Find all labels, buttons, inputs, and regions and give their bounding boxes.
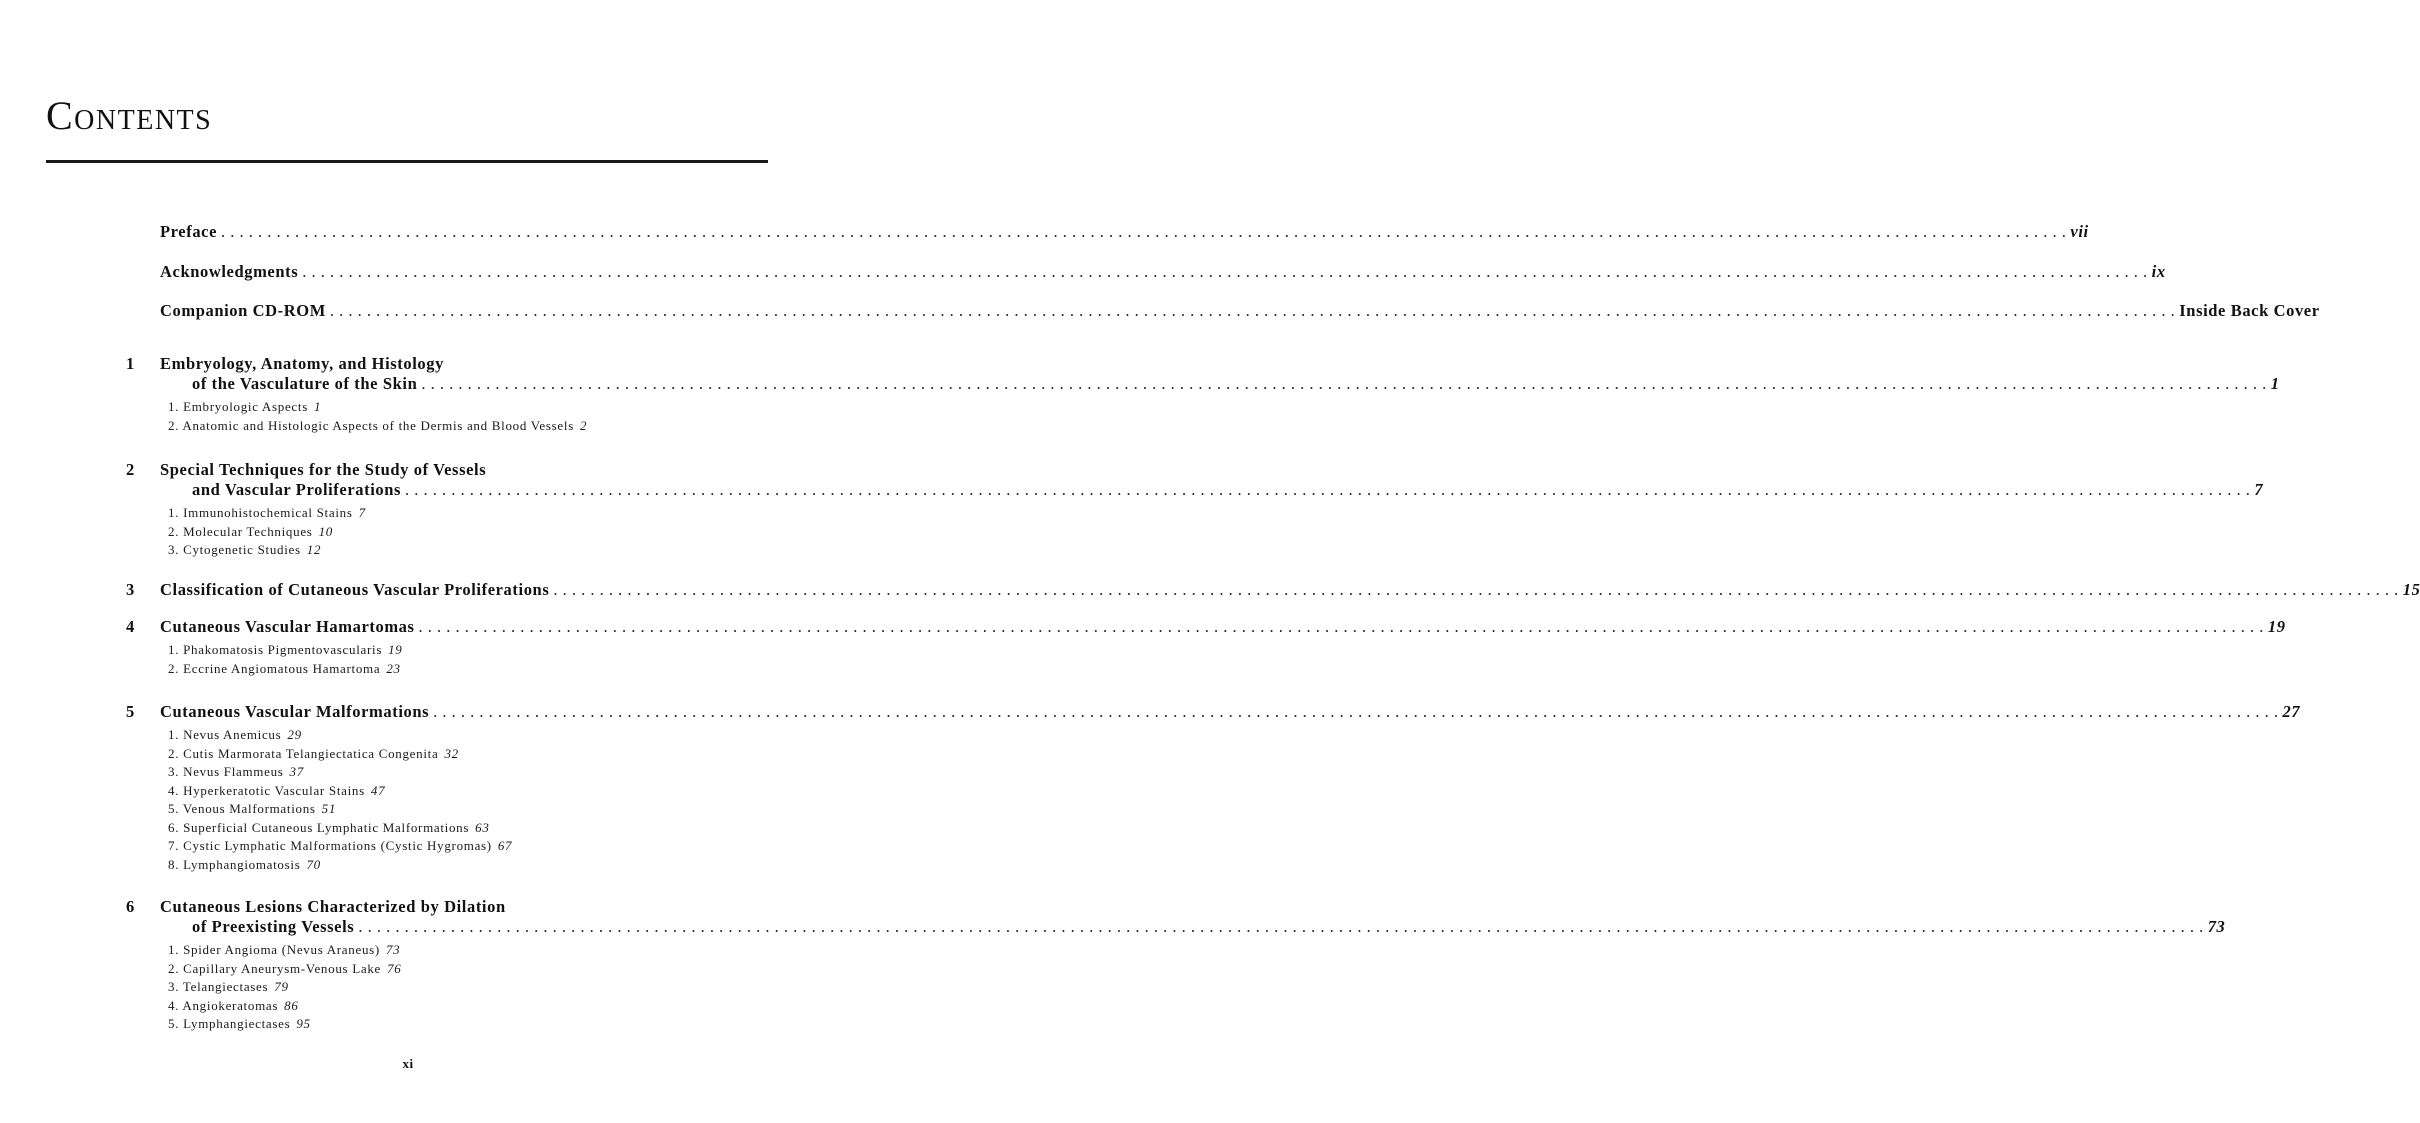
section-page: 7 — [358, 505, 366, 520]
toc-entry-companion-cd-rom[interactable] — [160, 301, 2320, 323]
chapter-page: 1 — [2270, 374, 2280, 393]
section-number: 6. — [168, 819, 184, 835]
section-title: Eccrine Angiomatous Hamartoma — [183, 660, 381, 676]
section-item[interactable] — [168, 726, 512, 745]
section-title: Spider Angioma (Nevus Araneus) — [183, 942, 380, 957]
section-number: 2. — [168, 745, 184, 761]
section-page: 47 — [370, 782, 386, 798]
section-list — [168, 941, 401, 1034]
chapter-title: Classification of Cutaneous Vascular Proliferations — [160, 580, 550, 599]
section-title: Lymphangiectases — [183, 1016, 291, 1031]
chapter-title-line[interactable] — [160, 580, 2420, 600]
section-title: Cystic Lymphatic Malformations (Cystic Hygromas) — [183, 838, 492, 853]
dot-leader: . . . . . . . . . . . . . . . . . . . . . . . . . . . . . . . . . . . . . . . . . . . . . . . . . . . . . . . . . . . . . . . . . . . . . . . . . . . . . . . . . . . . . . . . . . . . . . . . . . . . . . . . . . . . . . . . . . . . . . . . . . . . . . . . . . . . . . . . . . . . . . . . . . . . . . . . . . . . . . . . . . . . . . . . . . . . . . . . . . . . . . . . . . . . . . . . . . . . . . . . — [553, 580, 2399, 599]
section-title: Cytogenetic Studies — [183, 542, 301, 557]
chapter-page: 7 — [2254, 480, 2264, 499]
section-page: 73 — [385, 942, 401, 957]
section-title: Anatomic and Histologic Aspects of the Dermis and Blood Vessels — [182, 417, 574, 433]
section-item[interactable] — [168, 417, 587, 436]
section-title: Angiokeratomas — [182, 997, 279, 1013]
section-item[interactable] — [168, 541, 366, 560]
section-number: 1. — [168, 505, 184, 520]
chapter-title: Cutaneous Vascular Hamartomas — [160, 617, 415, 636]
section-number: 1. — [168, 399, 184, 414]
title-rule — [46, 160, 768, 163]
section-title: Nevus Flammeus — [183, 764, 284, 779]
chapter-title-line[interactable] — [192, 374, 2280, 394]
section-item[interactable] — [168, 978, 401, 997]
section-item[interactable] — [168, 523, 366, 542]
entry-title: Preface — [160, 222, 218, 241]
section-page: 95 — [296, 1016, 311, 1031]
section-title: Venous Malformations — [182, 801, 316, 816]
chapter-title-line[interactable] — [192, 917, 2226, 937]
page-title: Contents — [46, 93, 213, 138]
entry-page: vii — [2070, 222, 2089, 241]
chapter-page: 19 — [2267, 617, 2286, 636]
section-number: 1. — [168, 942, 184, 957]
section-number: 1. — [168, 642, 184, 657]
section-number: 3. — [168, 764, 184, 779]
chapter-title-line[interactable] — [160, 354, 772, 374]
chapter-title: Cutaneous Lesions Characterized by Dilation — [160, 897, 506, 916]
section-page: 51 — [321, 801, 337, 816]
section-number: 5. — [168, 801, 183, 816]
section-item[interactable] — [168, 1015, 401, 1034]
section-item[interactable] — [168, 856, 512, 875]
dot-leader: . . . . . . . . . . . . . . . . . . . . . . . . . . . . . . . . . . . . . . . . . . . . . . . . . . . . . . . . . . . . . . . . . . . . . . . . . . . . . . . . . . . . . . . . . . . . . . . . . . . . . . . . . . . . . . . . . . . . . . . . . . . . . . . . . . . . . . . . . . . . . . . . . . . . . . . . . . . . . . . . . . . . . . . . . . . . . . . . . . . . . . . . . . . . . . . . . . . . . . . . — [221, 222, 2067, 241]
section-number: 1. — [168, 727, 184, 742]
section-list — [168, 398, 587, 435]
chapter-title: of the Vasculature of the Skin — [192, 374, 418, 393]
dot-leader: . . . . . . . . . . . . . . . . . . . . . . . . . . . . . . . . . . . . . . . . . . . . . . . . . . . . . . . . . . . . . . . . . . . . . . . . . . . . . . . . . . . . . . . . . . . . . . . . . . . . . . . . . . . . . . . . . . . . . . . . . . . . . . . . . . . . . . . . . . . . . . . . . . . . . . . . . . . . . . . . . . . . . . . . . . . . . . . . . . . . . . . . . . . . . . . . . . . . . . . . — [433, 702, 2279, 721]
section-page: 1 — [313, 399, 322, 414]
entry-title: Acknowledgments — [160, 262, 299, 281]
section-number: 2. — [168, 960, 184, 976]
chapter-page: 73 — [2207, 917, 2226, 936]
section-number: 4. — [168, 782, 184, 798]
section-number: 8. — [168, 856, 184, 872]
section-list — [168, 641, 403, 678]
section-item[interactable] — [168, 745, 512, 764]
chapter-title: Special Techniques for the Study of Vessels — [160, 460, 487, 479]
section-title: Cutis Marmorata Telangiectatica Congenita — [183, 745, 439, 761]
section-title: Phakomatosis Pigmentovascularis — [183, 642, 383, 657]
section-list — [168, 726, 512, 874]
chapter-title-line[interactable] — [192, 480, 2264, 500]
section-page: 76 — [387, 960, 402, 976]
section-number: 3. — [168, 979, 183, 994]
chapter-title-line[interactable] — [160, 702, 2301, 722]
section-title: Embryologic Aspects — [183, 399, 308, 414]
section-item[interactable] — [168, 800, 512, 819]
chapter-title: Embryology, Anatomy, and Histology — [160, 354, 444, 373]
section-page: 23 — [386, 660, 401, 676]
section-title: Hyperkeratotic Vascular Stains — [183, 782, 365, 798]
section-item[interactable] — [168, 960, 401, 979]
section-page: 67 — [497, 838, 513, 853]
section-item[interactable] — [168, 782, 512, 801]
chapter-page: 27 — [2282, 702, 2301, 721]
section-page: 19 — [388, 642, 403, 657]
section-item[interactable] — [168, 941, 401, 960]
section-page: 29 — [287, 727, 302, 742]
section-number: 2. — [168, 417, 183, 433]
chapter-title-line[interactable] — [160, 460, 772, 480]
section-page: 32 — [444, 745, 459, 761]
section-item[interactable] — [168, 641, 403, 660]
section-page: 70 — [306, 856, 321, 872]
section-number: 7. — [168, 838, 184, 853]
section-title: Telangiectases — [182, 979, 269, 994]
chapter-title: Cutaneous Vascular Malformations — [160, 702, 430, 721]
dot-leader: . . . . . . . . . . . . . . . . . . . . . . . . . . . . . . . . . . . . . . . . . . . . . . . . . . . . . . . . . . . . . . . . . . . . . . . . . . . . . . . . . . . . . . . . . . . . . . . . . . . . . . . . . . . . . . . . . . . . . . . . . . . . . . . . . . . . . . . . . . . . . . . . . . . . . . . . . . . . . . . . . . . . . . . . . . . . . . . . . . . . . . . . . . . . . . . . . . . . . . . . — [329, 301, 2176, 320]
chapter-title: of Preexisting Vessels — [192, 917, 355, 936]
chapter-number: 3 — [126, 580, 135, 599]
entry-title: Companion CD-ROM — [160, 301, 326, 320]
chapter-title: and Vascular Proliferations — [192, 480, 402, 499]
page-number: xi — [402, 1056, 414, 1071]
chapter-number: 5 — [126, 702, 135, 721]
section-item[interactable] — [168, 504, 366, 523]
section-title: Superficial Cutaneous Lymphatic Malformations — [183, 819, 470, 835]
section-number: 2. — [168, 660, 184, 676]
section-title: Lymphangiomatosis — [183, 856, 301, 872]
section-title: Molecular Techniques — [183, 523, 313, 539]
section-item[interactable] — [168, 763, 512, 782]
chapter-page: 15 — [2402, 580, 2420, 599]
section-page: 2 — [579, 417, 588, 433]
section-title: Capillary Aneurysm-Venous Lake — [183, 960, 382, 976]
section-title: Nevus Anemicus — [183, 727, 282, 742]
section-number: 2. — [168, 523, 184, 539]
dot-leader: . . . . . . . . . . . . . . . . . . . . . . . . . . . . . . . . . . . . . . . . . . . . . . . . . . . . . . . . . . . . . . . . . . . . . . . . . . . . . . . . . . . . . . . . . . . . . . . . . . . . . . . . . . . . . . . . . . . . . . . . . . . . . . . . . . . . . . . . . . . . . . . . . . . . . . . . . . . . . . . . . . . . . . . . . . . . . . . . . . . . . . . . . . . . . . . . . . . . . . . . — [418, 617, 2264, 636]
section-item[interactable] — [168, 997, 401, 1016]
section-item[interactable] — [168, 837, 512, 856]
chapter-number: 1 — [126, 354, 135, 373]
section-item[interactable] — [168, 398, 587, 417]
dot-leader: . . . . . . . . . . . . . . . . . . . . . . . . . . . . . . . . . . . . . . . . . . . . . . . . . . . . . . . . . . . . . . . . . . . . . . . . . . . . . . . . . . . . . . . . . . . . . . . . . . . . . . . . . . . . . . . . . . . . . . . . . . . . . . . . . . . . . . . . . . . . . . . . . . . . . . . . . . . . . . . . . . . . . . . . . . . . . . . . . . . . . . . . . . . . . . . . . . . . . . . . — [302, 262, 2148, 281]
chapter-number: 2 — [126, 460, 135, 479]
section-title: Immunohistochemical Stains — [183, 505, 353, 520]
section-page: 86 — [284, 997, 299, 1013]
section-page: 37 — [289, 764, 304, 779]
section-number: 5. — [168, 1016, 184, 1031]
entry-page: ix — [2151, 262, 2166, 281]
dot-leader: . . . . . . . . . . . . . . . . . . . . . . . . . . . . . . . . . . . . . . . . . . . . . . . . . . . . . . . . . . . . . . . . . . . . . . . . . . . . . . . . . . . . . . . . . . . . . . . . . . . . . . . . . . . . . . . . . . . . . . . . . . . . . . . . . . . . . . . . . . . . . . . . . . . . . . . . . . . . . . . . . . . . . . . . . . . . . . . . . . . . . . . . . . . . . . . . . . . . . . . . — [358, 917, 2204, 936]
toc-entry-preface[interactable] — [160, 222, 2089, 244]
dot-leader: . . . . . . . . . . . . . . . . . . . . . . . . . . . . . . . . . . . . . . . . . . . . . . . . . . . . . . . . . . . . . . . . . . . . . . . . . . . . . . . . . . . . . . . . . . . . . . . . . . . . . . . . . . . . . . . . . . . . . . . . . . . . . . . . . . . . . . . . . . . . . . . . . . . . . . . . . . . . . . . . . . . . . . . . . . . . . . . . . . . . . . . . . . . . . . . . . . . . . . . . — [421, 374, 2267, 393]
section-item[interactable] — [168, 660, 403, 679]
dot-leader: . . . . . . . . . . . . . . . . . . . . . . . . . . . . . . . . . . . . . . . . . . . . . . . . . . . . . . . . . . . . . . . . . . . . . . . . . . . . . . . . . . . . . . . . . . . . . . . . . . . . . . . . . . . . . . . . . . . . . . . . . . . . . . . . . . . . . . . . . . . . . . . . . . . . . . . . . . . . . . . . . . . . . . . . . . . . . . . . . . . . . . . . . . . . . . . . . . . . . . . . — [405, 480, 2251, 499]
section-page: 12 — [306, 542, 322, 557]
section-page: 10 — [318, 523, 333, 539]
section-item[interactable] — [168, 819, 512, 838]
chapter-number: 4 — [126, 617, 135, 636]
chapter-number: 6 — [126, 897, 135, 916]
chapter-title-line[interactable] — [160, 897, 772, 917]
section-page: 63 — [475, 819, 490, 835]
toc-entry-acknowledgments[interactable] — [160, 262, 2166, 284]
section-number: 4. — [168, 997, 183, 1013]
entry-page: Inside Back Cover — [2179, 301, 2320, 320]
section-list — [168, 504, 366, 560]
section-page: 79 — [274, 979, 289, 994]
section-number: 3. — [168, 542, 184, 557]
chapter-title-line[interactable] — [160, 617, 2286, 637]
